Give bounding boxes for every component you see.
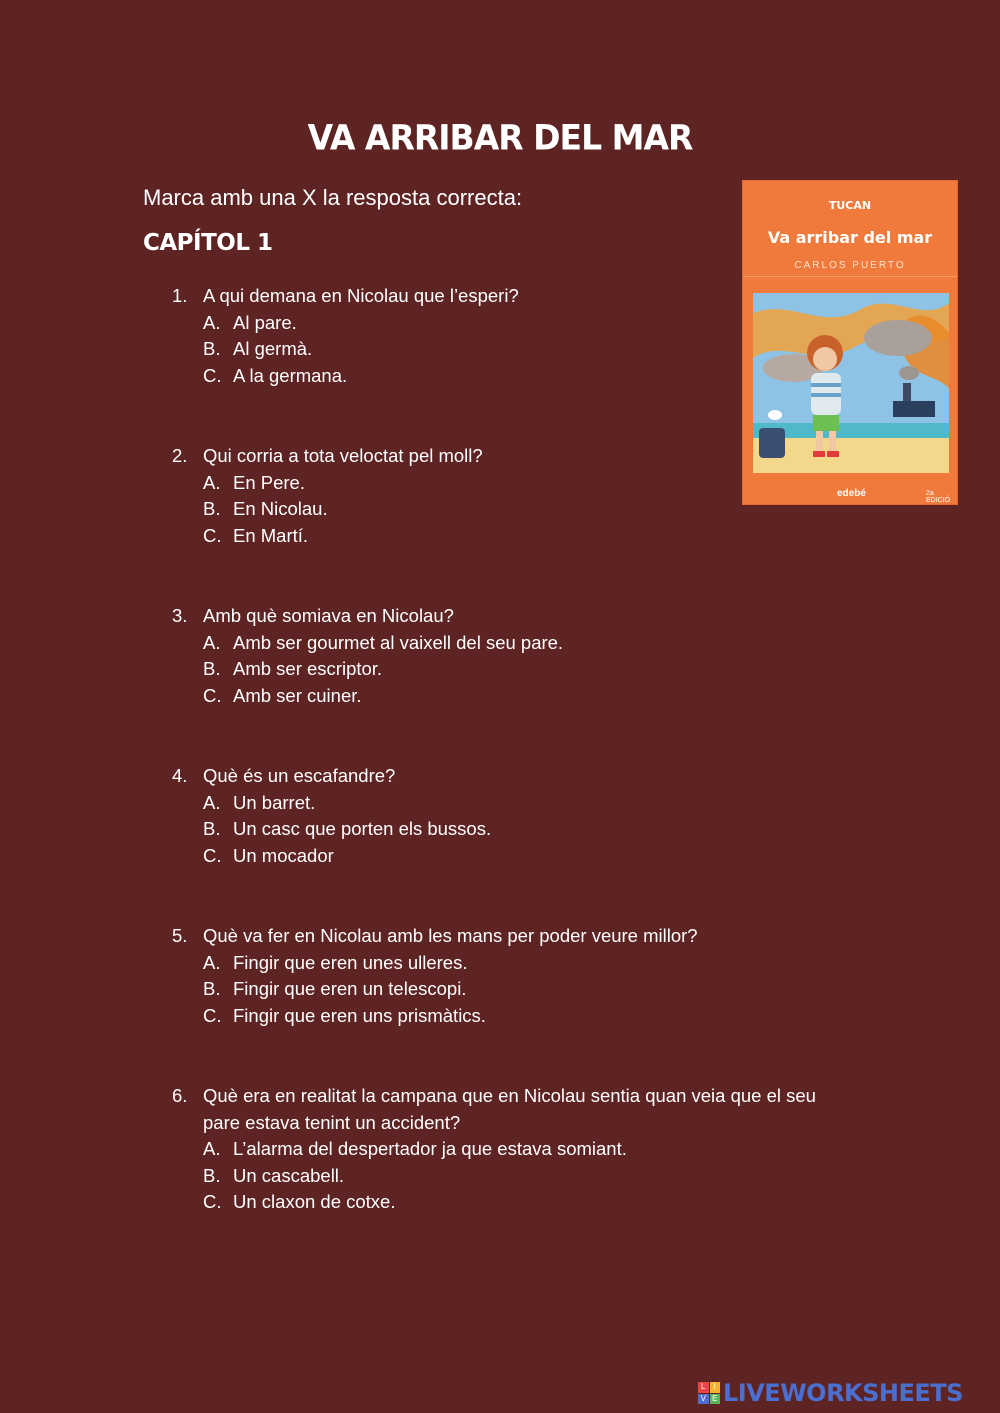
option-letter: C. — [203, 1004, 222, 1026]
cover-illustration — [753, 293, 949, 473]
option-text: Amb ser gourmet al vaixell del seu pare. — [233, 631, 564, 653]
question-6 — [172, 1083, 852, 1216]
liveworksheets-logo-icon — [698, 1382, 720, 1404]
answer-option[interactable] — [172, 656, 852, 683]
book-cover — [742, 180, 958, 505]
question-number: 1. — [172, 285, 188, 306]
question-text-line — [172, 603, 852, 630]
option-text: Al pare. — [233, 311, 297, 333]
answer-option[interactable] — [172, 843, 852, 870]
option-letter: B. — [203, 1164, 221, 1186]
option-letter: A. — [203, 311, 221, 333]
instruction-text: Marca amb una X la resposta correcta: — [143, 185, 523, 210]
answer-option[interactable] — [172, 950, 852, 977]
question-text: Què va fer en Nicolau amb les mans per poder veure millor? — [203, 925, 698, 946]
option-text: Un barret. — [233, 791, 316, 813]
chapter-heading: CAPÍTOL 1 — [143, 230, 273, 256]
option-text: Un cascabell. — [233, 1164, 345, 1186]
option-text: L’alarma del despertador ja que estava somiant. — [233, 1138, 627, 1159]
option-letter: B. — [203, 978, 221, 999]
option-text: A la germana. — [233, 364, 348, 386]
option-letter: A. — [203, 631, 221, 653]
option-letter: C. — [203, 1191, 222, 1212]
question-number: 4. — [172, 765, 188, 786]
question-text-line — [172, 1083, 852, 1136]
answer-option[interactable] — [172, 790, 852, 817]
logo-letter-v: V — [698, 1394, 709, 1405]
answer-option[interactable] — [172, 1136, 852, 1163]
option-text: Amb ser cuiner. — [233, 684, 362, 706]
question-text: Qui corria a tota veloctat pel moll? — [203, 445, 483, 466]
option-letter: A. — [203, 1138, 221, 1159]
question-text: Amb què somiava en Nicolau? — [203, 605, 454, 626]
option-text: Un claxon de cotxe. — [233, 1191, 396, 1212]
answer-option[interactable] — [172, 630, 852, 657]
cover-brand: TUCAN — [828, 199, 872, 212]
watermark-text: LIVEWORKSHEETS — [723, 1379, 963, 1407]
answer-option[interactable] — [172, 683, 852, 710]
option-text: Fingir que eren un telescopi. — [233, 978, 467, 999]
cover-publisher: edebé — [837, 488, 866, 499]
answer-option[interactable] — [172, 976, 852, 1003]
cover-divider — [743, 276, 957, 277]
answer-option[interactable] — [172, 523, 852, 550]
option-text: Un mocador — [233, 844, 334, 866]
option-letter: C. — [203, 364, 222, 386]
logo-letter-l: L — [698, 1382, 709, 1393]
question-text-line — [172, 763, 852, 790]
option-letter: B. — [203, 338, 221, 359]
answer-option[interactable] — [172, 1003, 852, 1030]
option-letter: C. — [203, 684, 222, 706]
option-text: En Pere. — [233, 471, 305, 493]
answer-option[interactable] — [172, 1189, 852, 1216]
question-number: 2. — [172, 445, 188, 466]
option-text: En Nicolau. — [233, 498, 328, 519]
option-letter: A. — [203, 471, 221, 493]
option-letter: A. — [203, 951, 221, 973]
option-letter: B. — [203, 498, 221, 519]
answer-option[interactable] — [172, 816, 852, 843]
option-text: Fingir que eren uns prismàtics. — [233, 1004, 486, 1026]
logo-letter-i: I — [710, 1382, 721, 1393]
cover-edition: 2a EDICIÓ — [926, 490, 951, 504]
option-letter: A. — [203, 791, 221, 813]
option-text: Fingir que eren unes ulleres. — [233, 951, 468, 973]
option-letter: B. — [203, 818, 221, 839]
question-4 — [172, 763, 852, 869]
question-3 — [172, 603, 852, 709]
question-text-line — [172, 923, 852, 950]
option-text: Al germà. — [233, 338, 313, 359]
worksheet-title: VA ARRIBAR DEL MAR — [307, 117, 693, 158]
liveworksheets-watermark[interactable] — [698, 1378, 963, 1408]
question-text: Què és un escafandre? — [203, 765, 396, 786]
question-number: 3. — [172, 605, 188, 626]
option-text: Amb ser escriptor. — [233, 658, 383, 679]
option-text: Un casc que porten els bussos. — [233, 818, 492, 839]
option-letter: C. — [203, 524, 222, 546]
cover-author: CARLOS PUERTO — [794, 260, 906, 271]
logo-letter-e: E — [710, 1394, 721, 1405]
question-number: 5. — [172, 925, 188, 946]
question-text: A qui demana en Nicolau que l’esperi? — [203, 285, 519, 306]
answer-option[interactable] — [172, 1163, 852, 1190]
option-letter: B. — [203, 658, 221, 679]
question-text: Què era en realitat la campana que en Nicolau sentia quan veia que el seu pare estava tenint un accident? — [203, 1085, 816, 1133]
cover-title: Va arribar del mar — [767, 228, 933, 247]
question-5 — [172, 923, 852, 1029]
question-number: 6. — [172, 1085, 188, 1106]
option-text: En Martí. — [233, 524, 309, 546]
option-letter: C. — [203, 844, 222, 866]
